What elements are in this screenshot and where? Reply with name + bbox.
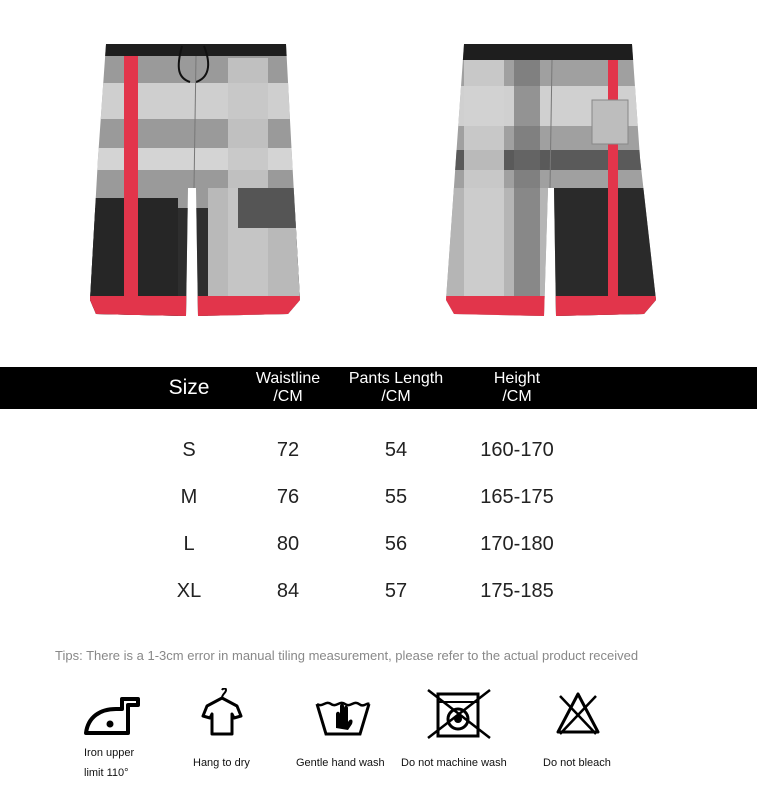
pants-length-cell: 57 <box>384 580 408 602</box>
pants-length-header-label: Pants Length <box>348 370 444 387</box>
waistline-cell: 80 <box>276 533 300 555</box>
waistline-header-unit: /CM <box>273 388 303 405</box>
waistline-header-label: Waistline <box>255 370 321 387</box>
size-column-header <box>160 367 218 409</box>
care-label-iron: Iron upper <box>84 747 135 759</box>
shorts-back-image <box>444 38 660 320</box>
measurement-tips: Tips: There is a 1-3cm error in manual tiling measurement, please refer to the actual product received <box>55 648 639 663</box>
waistline-cell: 84 <box>276 580 300 602</box>
height-header-unit: /CM <box>502 388 532 405</box>
care-label-no-bleach: Do not bleach <box>543 757 611 769</box>
size-cell: L <box>183 533 195 555</box>
table-row <box>0 580 757 610</box>
no-bleach-icon <box>554 690 602 736</box>
height-cell: 175-185 <box>480 580 554 602</box>
pants-length-cell: 56 <box>384 533 408 555</box>
pants-length-cell: 55 <box>384 486 408 508</box>
size-table-header <box>0 367 757 409</box>
hand-wash-icon <box>314 690 372 738</box>
height-cell: 170-180 <box>480 533 554 555</box>
table-row <box>0 533 757 563</box>
care-label-iron-limit: limit 110° <box>84 767 129 779</box>
shorts-front-image <box>88 38 304 320</box>
table-row <box>0 486 757 516</box>
waistline-cell: 76 <box>276 486 300 508</box>
height-cell: 165-175 <box>480 486 554 508</box>
pants-length-header-unit: /CM <box>381 388 411 405</box>
height-header-label: Height <box>493 370 541 387</box>
care-label-no-machine-wash: Do not machine wash <box>401 757 507 769</box>
size-cell: XL <box>176 580 202 602</box>
hanger-shirt-icon <box>199 688 245 740</box>
waistline-column-header <box>242 367 334 409</box>
size-cell: S <box>182 439 196 461</box>
care-label-hang: Hang to dry <box>193 757 250 769</box>
size-header-label: Size <box>168 376 210 399</box>
size-cell: M <box>180 486 198 508</box>
height-cell: 160-170 <box>480 439 554 461</box>
height-column-header <box>466 367 568 409</box>
no-machine-wash-icon <box>426 688 492 740</box>
care-label-hand-wash: Gentle hand wash <box>296 757 385 769</box>
pants-length-cell: 54 <box>384 439 408 461</box>
table-row <box>0 439 757 469</box>
pants-length-column-header <box>338 367 454 409</box>
waistline-cell: 72 <box>276 439 300 461</box>
iron-icon <box>82 693 142 737</box>
